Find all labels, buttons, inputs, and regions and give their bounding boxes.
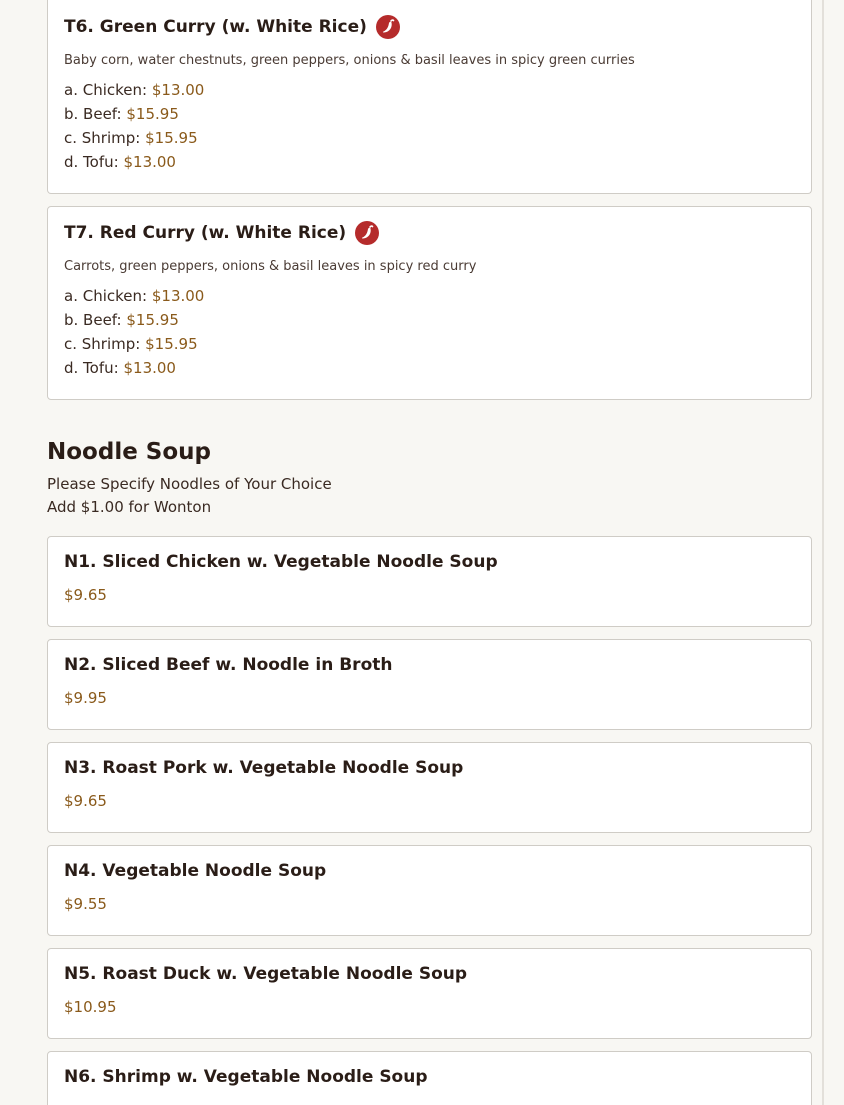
option-price: $15.95 (126, 311, 179, 329)
menu-item-title-row (64, 0, 795, 39)
option-label: d. Tofu: (64, 153, 119, 171)
option-price: $15.95 (145, 129, 198, 147)
menu-item-title (64, 1052, 795, 1087)
option-row (64, 332, 795, 356)
option-label: a. Chicken: (64, 287, 148, 305)
menu-item-card[interactable] (47, 1051, 812, 1105)
option-label: d. Tofu: (64, 359, 119, 377)
menu-item-card[interactable] (47, 845, 812, 936)
option-price: $13.00 (151, 287, 205, 305)
section-notes (47, 473, 812, 519)
section-title: Noodle Soup (47, 439, 212, 465)
option-row (64, 126, 795, 150)
option-row (64, 356, 795, 380)
menu-item-title-row (64, 207, 795, 245)
option-row (64, 102, 795, 126)
option-label: a. Chicken: (64, 81, 148, 99)
option-price: $15.95 (126, 105, 179, 123)
menu-item-title-text: N1. Sliced Chicken w. Vegetable Noodle Soup (64, 552, 498, 572)
menu-item-title: T7. Red Curry (w. White Rice) (64, 223, 347, 243)
section-note: Add $1.00 for Wonton (47, 498, 212, 516)
chili-pepper-icon (376, 15, 400, 39)
menu-item-card[interactable] (47, 536, 812, 627)
option-price: $13.00 (123, 153, 176, 171)
menu-item-description: Carrots, green peppers, onions & basil leaves in spicy red curry (64, 259, 477, 274)
menu-item-price: $9.65 (64, 586, 107, 604)
menu-item-price: $9.95 (64, 689, 107, 707)
option-price: $13.00 (123, 359, 176, 377)
menu-item-title: T6. Green Curry (w. White Rice) (64, 17, 367, 37)
option-row (64, 78, 795, 102)
option-price: $15.95 (145, 335, 198, 353)
menu-item-options (64, 78, 795, 174)
chili-pepper-icon (355, 221, 379, 245)
menu-item-title-text: N6. Shrimp w. Vegetable Noodle Soup (64, 1067, 428, 1087)
option-label: b. Beef: (64, 105, 122, 123)
section-note: Please Specify Noodles of Your Choice (47, 475, 332, 493)
menu-item-card[interactable] (47, 639, 812, 730)
menu-item-title (64, 640, 795, 675)
menu-item-price: $10.95 (64, 998, 117, 1016)
menu-item-title-text: N2. Sliced Beef w. Noodle in Broth (64, 655, 393, 675)
menu-item-card[interactable] (47, 0, 812, 194)
menu-item-title (64, 949, 795, 984)
option-row (64, 150, 795, 174)
menu-item-card[interactable] (47, 742, 812, 833)
option-row (64, 284, 795, 308)
option-label: c. Shrimp: (64, 335, 141, 353)
menu-item-price: $9.65 (64, 792, 107, 810)
menu-item-price: $9.55 (64, 895, 107, 913)
noodle-soup-section (47, 439, 812, 519)
menu-item-title-text: N5. Roast Duck w. Vegetable Noodle Soup (64, 964, 468, 984)
option-label: b. Beef: (64, 311, 122, 329)
option-price: $13.00 (151, 81, 205, 99)
menu-item-description: Baby corn, water chestnuts, green peppers, onions & basil leaves in spicy green curries (64, 53, 635, 68)
menu-item-title-text: N3. Roast Pork w. Vegetable Noodle Soup (64, 758, 464, 778)
menu-item-title (64, 537, 795, 572)
option-row (64, 308, 795, 332)
menu-item-card[interactable] (47, 948, 812, 1039)
menu-item-title (64, 743, 795, 778)
menu-item-title (64, 846, 795, 881)
menu-item-options (64, 284, 795, 380)
menu-item-card[interactable] (47, 206, 812, 400)
scroll-divider (822, 0, 824, 1105)
option-label: c. Shrimp: (64, 129, 141, 147)
menu-content (47, 0, 812, 1105)
menu-item-title-text: N4. Vegetable Noodle Soup (64, 861, 327, 881)
